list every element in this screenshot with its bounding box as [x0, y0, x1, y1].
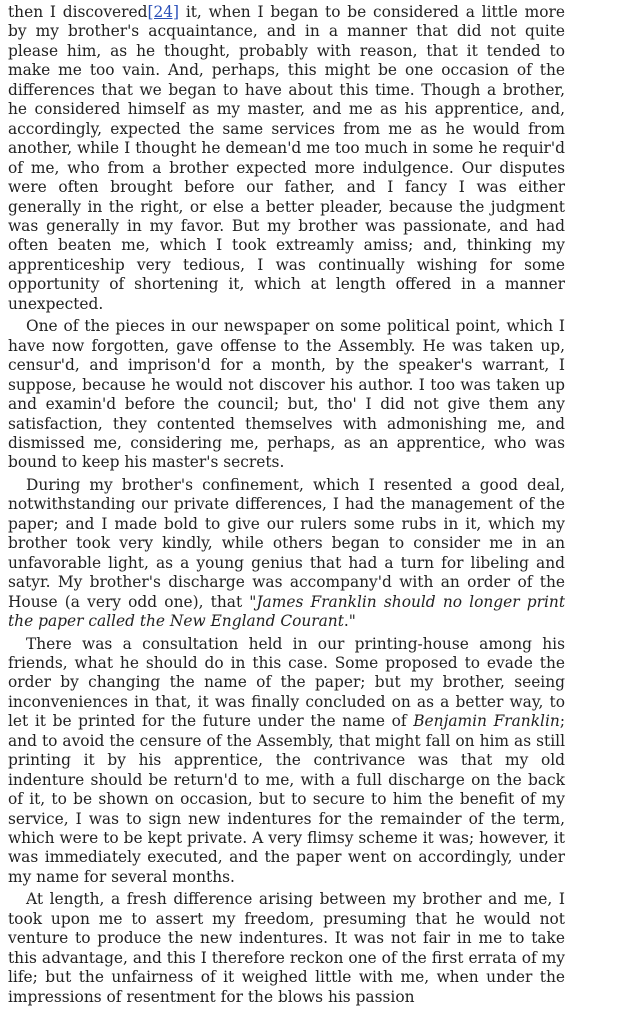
- paragraph-1: [8, 3, 565, 314]
- paragraph-text: During my brother's confinement, which I resented a good deal, notwithstanding our private differences, I had the management of the paper; and I made bold to give our rulers some rubs in it, which my brother took very kindly, while others began to consider me in an unfavorable light, as a young genius that had a turn for libeling and satyr. My brother's discharge was accompany'd with an order of the House (a very odd one), that ": [8, 475, 565, 611]
- paragraph-4: [8, 635, 565, 888]
- footnote-link-24[interactable]: [24]: [147, 3, 180, 21]
- paragraph-text: .": [343, 612, 356, 631]
- paragraph-2: [8, 317, 565, 473]
- book-page: [8, 0, 565, 1010]
- quoted-order-italic: James Franklin should no longer print the paper called the New England Courant: [8, 592, 566, 631]
- paragraph-text: it, when I began to be considered a little more by my brother's acquaintance, and in a manner that did not quite please him, as he thought, probably with reason, that it tended to make me too vain. And, perhaps, this might be one occasion of the differences that we began to have about this time. Though a brother, he considered himself as my master, and me as his apprentice, and, accordingly, expected the same services from me as he would from another, while I thought he demean'd me too much in some he requir'd of me, who from a brother expected more indulgence. Our disputes were often brought before our father, and I fancy I was either generally in the right, or else a better pleader, because the judgment was generally in my favor. But my brother was passionate, and had often beaten me, which I took extreamly amiss; and, thinking my apprenticeship very tedious, I was continually wishing for some opportunity of shortening it, which at length offered in a manner unexpected.: [8, 3, 566, 313]
- paragraph-text: At length, a fresh difference arising between my brother and me, I took upon me to assert my freedom, presuming that he would not venture to produce the new indentures. It was not fair in me to take this advantage, and this I therefore reckon one of the first errata of my life; but the unfairness of it weighed little with me, when under the impressions of resentment for the blows his passion: [8, 890, 565, 1006]
- paragraph-text: There was a consultation held in our printing-house among his friends, what he should do in this case. Some proposed to evade the order by changing the name of the paper; but my brother, seeing inconveniences in that, it was finally concluded on as a better way, to let it be printed for the future under the name of: [8, 634, 565, 731]
- paragraph-text: One of the pieces in our newspaper on some political point, which I have now forgotten, gave offense to the Assembly. He was taken up, censur'd, and imprison'd for a month, by the speaker's warrant, I suppose, because he would not discover his author. I too was taken up and examin'd before the council; but, tho' I did not give them any satisfaction, they contented themselves with admonishing me, and dismissed me, considering me, perhaps, as an apprentice, who was bound to keep his master's secrets.: [8, 317, 565, 472]
- paragraph-text: ; and to avoid the censure of the Assembly, that might fall on him as still printing it by his apprentice, the contrivance was that my old indenture should be return'd to me, with a full discharge on the back of it, to be shown on occasion, but to secure to him the benefit of my service, I was to sign new indentures for the remainder of the term, which were to be kept private. A very flimsy scheme it was; however, it was immediately executed, and the paper went on accordingly, under my name for several months.: [8, 712, 565, 886]
- paragraph-5: [8, 890, 565, 1007]
- paragraph-3: [8, 476, 565, 632]
- name-italic: Benjamin Franklin: [413, 712, 560, 731]
- paragraph-text: then I discovered: [8, 3, 148, 21]
